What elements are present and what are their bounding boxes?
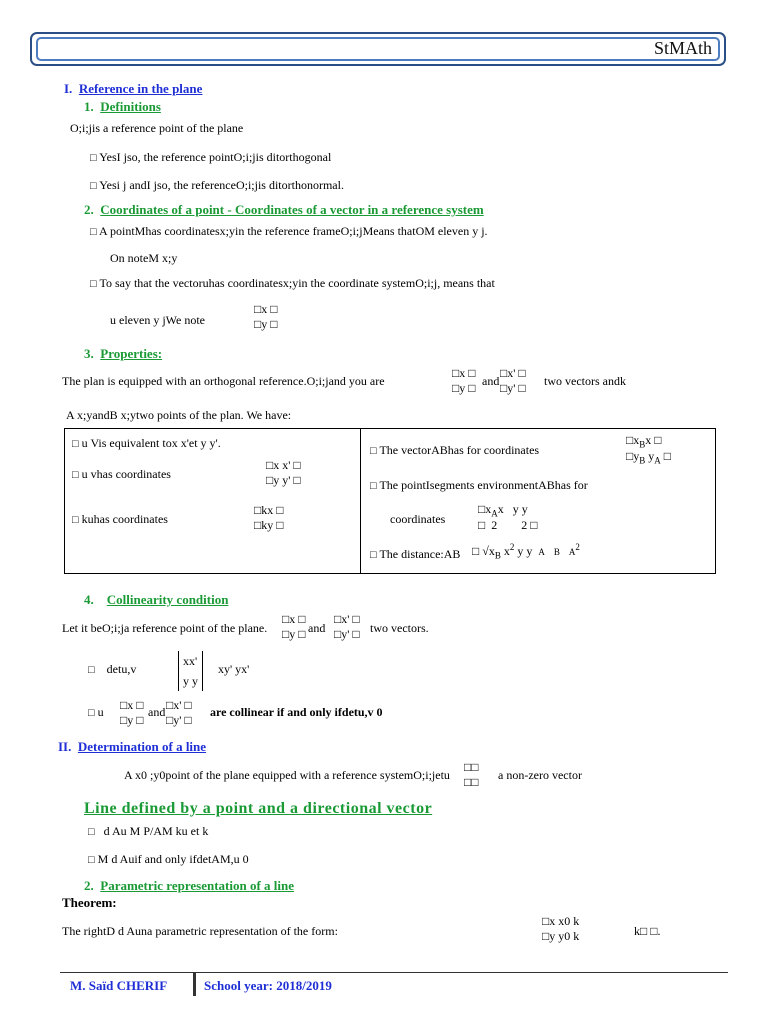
reference-definition: O;i;jis a reference point of the plane: [70, 121, 244, 135]
and-label: and: [482, 374, 500, 388]
midpoint-formula: $□x_Ax$ y y □ 2 2 □: [478, 502, 538, 533]
footer-separator: [193, 972, 196, 996]
prop-distance: □ The distance:AB: [370, 547, 461, 561]
orthogonal-definition: □ YesI jso, the reference pointO;i;jis ditorthogonal: [90, 150, 332, 164]
collin-two-vectors: two vectors.: [370, 621, 429, 635]
line-defined-heading: Line defined by a point and a directional vector: [84, 800, 433, 817]
d-formula: □ d Au M P/AM ku et k: [88, 824, 209, 838]
distance-formula: □ $√x_B$ $x^2$ y y A B $A^2$: [472, 542, 580, 561]
section-1-heading: I. Reference in the plane: [64, 81, 203, 96]
subsection-1-4-heading: 4. Collinearity condition: [84, 592, 229, 607]
footer-rule: [60, 972, 728, 973]
theorem-label: Theorem:: [62, 895, 117, 910]
footer-school-year: School year: 2018/2019: [204, 978, 332, 993]
prop-vector-ab: □ The vectorABhas for coordinates: [370, 443, 540, 457]
points-ab-text: A x;yandB x;ytwo points of the plan. We have:: [66, 408, 292, 422]
sum-components: □x x' □ □y y' □: [266, 458, 301, 487]
vector-coordinates-text: □ To say that the vectoruhas coordinatesx;yin the coordinate systemO;i;j, means that: [90, 276, 495, 290]
orthonormal-definition: □ Yesi j andI jso, the referenceO;i;jis ditorthonormal.: [90, 178, 344, 192]
footer-author: M. Saïd CHERIF: [70, 978, 168, 993]
prop-midpoint: □ The pointIsegments environmentABhas for: [370, 478, 588, 492]
subsection-2-2-heading: 2. Parametric representation of a line: [84, 878, 294, 893]
point-coordinates-text: □ A pointMhas coordinatesx;yin the reference frameO;i;jMeans thatOM eleven y j.: [90, 224, 488, 238]
collinear-u-components: □x □ □y □: [120, 698, 144, 727]
ab-components: $□x_Bx$ □ $□y_B$ $y_A$ □: [626, 433, 672, 466]
prop-sum: □ u vhas coordinates: [72, 467, 171, 481]
collin-u-components: □x □ □y □: [282, 612, 306, 641]
properties-table-divider: [360, 428, 361, 574]
collinear-text: are collinear if and only ifdetu,v 0: [210, 705, 383, 719]
brand-title: StMAth: [653, 38, 712, 58]
right-param-text: The rightD d Auna parametric representation of the form:: [62, 924, 338, 938]
param-k: k□ □.: [634, 924, 661, 938]
u-formula-text: u eleven y jWe note: [110, 313, 205, 327]
param-system: □x x0 k □y y0 k: [542, 914, 580, 943]
m-formula: □ M d Auif and only ifdetAM,u 0: [88, 852, 249, 866]
subsection-1-3-heading: 3. Properties:: [84, 346, 163, 361]
point-line-text: A x0 ;y0point of the plane equipped with a reference systemO;i;jetu: [124, 768, 450, 782]
determinant-matrix: xx' y y: [178, 651, 203, 691]
note-m-text: On noteM x;y: [110, 251, 178, 265]
u-vector-components: □x □ □y □: [452, 366, 476, 395]
two-vectors-text: two vectors andk: [544, 374, 626, 388]
subsection-1-1-heading: 1. Definitions: [84, 99, 161, 114]
collin-and-label: and: [308, 621, 326, 635]
prop-equality: □ u Vis equivalent tox x'et y y'.: [72, 436, 221, 450]
det-result: xy' yx': [218, 662, 250, 676]
u-column-vector: □x □ □y □: [254, 302, 278, 331]
collinear-condition: □ u: [88, 705, 104, 719]
plan-equipped-text: The plan is equipped with an orthogonal reference.O;i;jand you are: [62, 374, 385, 388]
det-formula: □ detu,v: [88, 662, 137, 676]
u-line-components: □□ □□: [464, 760, 479, 789]
header-inner-frame: [36, 37, 720, 61]
collin-v-components: □x' □ □y' □: [334, 612, 360, 641]
collinear-and-label: and: [148, 705, 166, 719]
collinear-v-components: □x' □ □y' □: [166, 698, 192, 727]
scalar-components: □kx □ □ky □: [254, 503, 284, 532]
v-vector-components: □x' □ □y' □: [500, 366, 526, 395]
section-2-heading: II. Determination of a line: [58, 739, 207, 754]
subsection-1-2-heading: 2. Coordinates of a point - Coordinates of a vector in a reference system: [84, 202, 484, 217]
prop-scalar: □ kuhas coordinates: [72, 512, 168, 526]
midpoint-coordinates-label: coordinates: [390, 512, 446, 526]
nonzero-vector-text: a non-zero vector: [498, 768, 582, 782]
let-it-be-text: Let it beO;i;ja reference point of the plane.: [62, 621, 268, 635]
